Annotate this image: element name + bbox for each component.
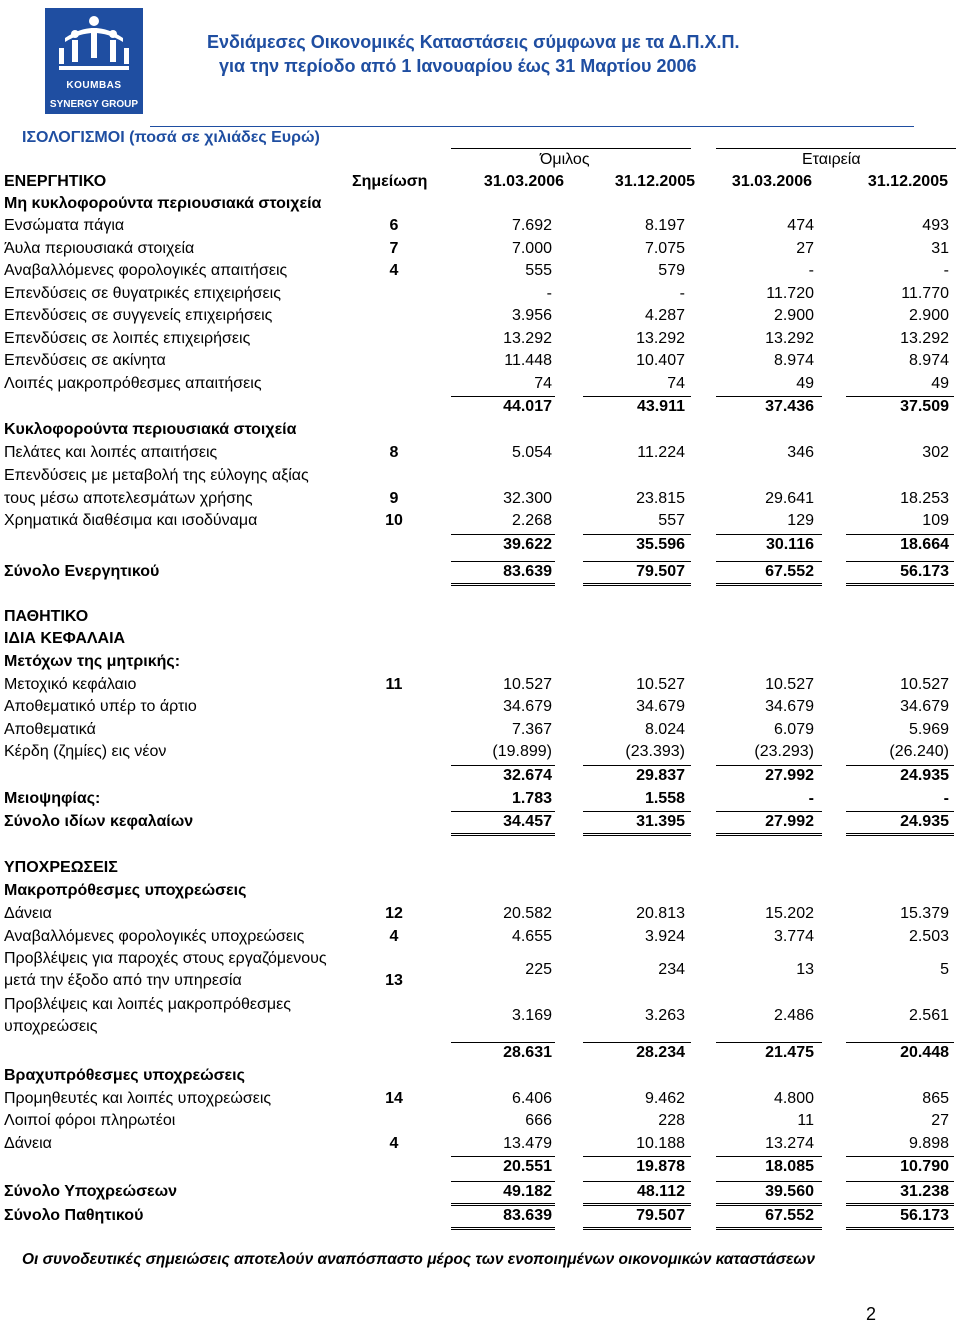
- row-value: 13.292: [765, 330, 814, 347]
- row-value: 74: [534, 375, 552, 392]
- row-label: Επενδύσεις σε θυγατρικές επιχειρήσεις: [4, 285, 281, 302]
- row-value: 11.720: [766, 285, 814, 302]
- group-column-header: Όμιλος: [540, 151, 590, 168]
- date-column-3: 31.03.2006: [731, 173, 812, 190]
- row-label: Προβλέψεις για παροχές στους εργαζόμενους: [4, 950, 327, 967]
- row-value: 1.558: [644, 790, 685, 807]
- header-divider: [150, 126, 914, 127]
- total-rule: [716, 396, 822, 397]
- row-value: 67.552: [765, 1207, 814, 1224]
- row-value: 34.679: [900, 698, 949, 715]
- table-row: [0, 305, 960, 327]
- table-row: [0, 350, 960, 372]
- row-note: 14: [385, 1090, 403, 1107]
- row-value: 10.527: [503, 676, 552, 693]
- row-value: 9.462: [644, 1090, 685, 1107]
- total-rule: [451, 1042, 555, 1043]
- total-rule: [583, 583, 691, 586]
- row-value: 10.790: [900, 1158, 949, 1175]
- table-row: [0, 1181, 960, 1203]
- row-value: 3.169: [511, 1007, 552, 1024]
- row-value: 13.274: [765, 1135, 814, 1152]
- total-rule: [583, 833, 691, 836]
- row-value: 557: [658, 512, 685, 529]
- row-value: 3.263: [644, 1007, 685, 1024]
- row-value: 555: [525, 262, 552, 279]
- row-note: 8: [389, 444, 399, 461]
- table-row: [0, 628, 960, 650]
- total-rule: [716, 1042, 822, 1043]
- column-header-row: [0, 171, 960, 193]
- row-label: Προβλέψεις και λοιπές μακροπρόθεσμες: [4, 996, 291, 1013]
- table-row: [0, 674, 960, 696]
- total-rule: [716, 1181, 822, 1182]
- row-label: τους μέσω αποτελεσμάτων χρήσης: [4, 490, 253, 507]
- row-value: 20.813: [636, 905, 685, 922]
- table-row: [0, 373, 960, 395]
- row-note: 6: [389, 217, 399, 234]
- report-title-line1: Ενδιάμεσες Οικονομικές Καταστάσεις σύμφωνα με τα Δ.Π.Χ.Π.: [207, 32, 740, 52]
- row-label: Επενδύσεις με μεταβολή της εύλογης αξίας: [4, 467, 309, 484]
- total-rule: [451, 765, 555, 766]
- row-value: 28.631: [503, 1044, 552, 1061]
- row-value: (26.240): [889, 743, 949, 760]
- note-column-header: Σημείωση: [352, 173, 428, 190]
- logo-group-text: SYNERGY GROUP: [49, 99, 139, 110]
- total-rule: [846, 811, 954, 812]
- row-value: 129: [787, 512, 814, 529]
- row-label: Μετοχικό κεφάλαιο: [4, 676, 137, 693]
- row-value: 20.448: [900, 1044, 949, 1061]
- row-value: 11: [797, 1112, 814, 1129]
- table-row: [0, 741, 960, 763]
- row-value: 10.527: [636, 676, 685, 693]
- row-value: 49.182: [503, 1183, 552, 1200]
- row-value: 5: [940, 961, 949, 978]
- row-value: 34.679: [765, 698, 814, 715]
- row-value: 13: [796, 961, 814, 978]
- date-column-4: 31.12.2005: [867, 173, 948, 190]
- table-row: [0, 948, 960, 992]
- total-rule: [716, 583, 822, 586]
- table-row: [0, 419, 960, 441]
- total-rule: [846, 534, 954, 535]
- row-value: -: [943, 262, 949, 279]
- row-value: 8.024: [644, 721, 685, 738]
- people-emblem-icon: [45, 8, 143, 80]
- row-value: 39.622: [503, 536, 552, 553]
- row-value: 56.173: [900, 563, 949, 580]
- row-note: 4: [389, 1135, 399, 1152]
- table-row: [0, 719, 960, 741]
- total-rule: [846, 1205, 954, 1206]
- page-number: 2: [866, 1304, 877, 1324]
- row-value: 83.639: [503, 563, 552, 580]
- row-value: 3.956: [511, 307, 552, 324]
- row-value: -: [546, 285, 552, 302]
- total-rule: [846, 833, 954, 836]
- row-value: 6.406: [511, 1090, 552, 1107]
- row-label: Μακροπρόθεσμες υποχρεώσεις: [4, 882, 247, 899]
- row-value: 56.173: [900, 1207, 949, 1224]
- row-value: 18.085: [765, 1158, 814, 1175]
- row-label: ΠΑΘΗΤΙΚΟ: [4, 608, 89, 625]
- row-value: 13.479: [503, 1135, 552, 1152]
- total-rule: [583, 1227, 691, 1230]
- row-label: Βραχυπρόθεσμες υποχρεώσεις: [4, 1067, 245, 1084]
- row-value: 27: [931, 1112, 949, 1129]
- table-row: [0, 260, 960, 282]
- row-value: 48.112: [636, 1183, 685, 1200]
- total-rule: [583, 811, 691, 812]
- row-value: 8.197: [644, 217, 685, 234]
- table-row: [0, 606, 960, 628]
- table-row: [0, 510, 960, 532]
- row-label: Μειοψηφίας:: [4, 790, 101, 807]
- row-label: Προμηθευτές και λοιπές υποχρεώσεις: [4, 1090, 272, 1107]
- row-value: 2.268: [511, 512, 552, 529]
- row-value: 31.395: [636, 813, 685, 830]
- table-row: [0, 442, 960, 464]
- row-value: 11.224: [637, 444, 685, 461]
- row-value: 21.475: [765, 1044, 814, 1061]
- row-label: Άυλα περιουσιακά στοιχεία: [4, 240, 195, 257]
- row-value: 1.783: [511, 790, 552, 807]
- row-label: Αναβαλλόμενες φορολογικές απαιτήσεις: [4, 262, 288, 279]
- row-note: 10: [385, 512, 403, 529]
- row-value: 79.507: [636, 1207, 685, 1224]
- table-row: [0, 283, 960, 305]
- footer-note: Οι συνοδευτικές σημειώσεις αποτελούν αναπόσπαστο μέρος των ενοποιημένων οικονομικών καταστάσεων: [22, 1251, 815, 1268]
- row-label: Αποθεματικό υπέρ το άρτιο: [4, 698, 197, 715]
- row-value: 9.898: [908, 1135, 949, 1152]
- total-rule: [583, 534, 691, 535]
- row-note: 4: [389, 928, 399, 945]
- row-value: (19.899): [492, 743, 552, 760]
- row-value: 2.561: [908, 1007, 949, 1024]
- row-label: ΙΔΙΑ ΚΕΦΑΛΑΙΑ: [4, 630, 126, 647]
- total-rule: [846, 765, 954, 766]
- total-rule: [846, 1042, 954, 1043]
- row-label: Σύνολο Ενεργητικού: [4, 563, 160, 580]
- row-value: 10.407: [636, 352, 685, 369]
- row-value: 302: [922, 444, 949, 461]
- row-value: -: [808, 790, 814, 807]
- table-row: [0, 534, 960, 556]
- row-label: Σύνολο ιδίων κεφαλαίων: [4, 813, 194, 830]
- row-label: Αναβαλλόμενες φορολογικές υποχρεώσεις: [4, 928, 305, 945]
- row-note: 11: [385, 676, 403, 693]
- row-note: 9: [389, 490, 399, 507]
- row-value: 39.560: [765, 1183, 814, 1200]
- total-rule: [846, 583, 954, 586]
- assets-heading: ΕΝΕΡΓΗΤΙΚΟ: [4, 173, 107, 190]
- company-column-header: Εταιρεία: [802, 151, 861, 168]
- row-value: 11.770: [901, 285, 949, 302]
- row-value: 79.507: [636, 563, 685, 580]
- row-value: 228: [658, 1112, 685, 1129]
- table-row: [0, 1110, 960, 1132]
- report-title-line2: για την περίοδο από 1 Ιανουαρίου έως 31 Μαρτίου 2006: [219, 56, 697, 76]
- total-rule: [716, 534, 822, 535]
- total-rule: [583, 396, 691, 397]
- total-rule: [846, 1156, 954, 1157]
- row-value: 4.800: [773, 1090, 814, 1107]
- table-row: [0, 994, 960, 1038]
- table-row: [0, 788, 960, 810]
- table-row: [0, 880, 960, 902]
- row-value: 2.503: [908, 928, 949, 945]
- row-label: Δάνεια: [4, 905, 52, 922]
- row-value: 19.878: [636, 1158, 685, 1175]
- row-value: 35.596: [636, 536, 685, 553]
- row-value: 7.367: [511, 721, 552, 738]
- row-value: 20.551: [503, 1158, 552, 1175]
- row-value: 27: [796, 240, 814, 257]
- row-value: 5.054: [511, 444, 552, 461]
- row-value: 234: [658, 961, 685, 978]
- row-value: 31: [931, 240, 949, 257]
- row-label: ΥΠΟΧΡΕΩΣΕΙΣ: [4, 859, 118, 876]
- row-value: 7.000: [511, 240, 552, 257]
- row-value: 13.292: [900, 330, 949, 347]
- row-value: 474: [787, 217, 814, 234]
- row-label: Λοιποί φόροι πληρωτέοι: [4, 1112, 176, 1129]
- row-note: 12: [385, 905, 403, 922]
- total-rule: [583, 1181, 691, 1182]
- row-value: (23.393): [625, 743, 685, 760]
- row-value: 2.900: [908, 307, 949, 324]
- row-value: 29.641: [765, 490, 814, 507]
- table-row: [0, 193, 960, 215]
- row-value: -: [943, 790, 949, 807]
- table-row: [0, 465, 960, 487]
- total-rule: [451, 1205, 555, 1206]
- row-value: 31.238: [900, 1183, 949, 1200]
- row-value: 8.974: [908, 352, 949, 369]
- table-row: [0, 651, 960, 673]
- row-value: 3.774: [773, 928, 814, 945]
- row-value: 49: [931, 375, 949, 392]
- row-value: 23.815: [636, 490, 685, 507]
- row-value: 7.692: [511, 217, 552, 234]
- row-label: Δάνεια: [4, 1135, 52, 1152]
- row-value: 34.679: [636, 698, 685, 715]
- table-row: [0, 1205, 960, 1227]
- total-rule: [451, 833, 555, 836]
- row-value: 13.292: [636, 330, 685, 347]
- row-value: 225: [525, 961, 552, 978]
- row-value: 666: [525, 1112, 552, 1129]
- row-value: 2.486: [773, 1007, 814, 1024]
- row-label: Χρηματικά διαθέσιμα και ισοδύναμα: [4, 512, 258, 529]
- row-value: 34.457: [503, 813, 552, 830]
- row-value: 27.992: [765, 767, 814, 784]
- row-label: Αποθεματικά: [4, 721, 96, 738]
- row-label: Κυκλοφορούντα περιουσιακά στοιχεία: [4, 421, 297, 438]
- row-value: 44.017: [503, 398, 552, 415]
- total-rule: [583, 1205, 691, 1206]
- table-row: [0, 1042, 960, 1064]
- row-label: Επενδύσεις σε ακίνητα: [4, 352, 166, 369]
- row-value: (23.293): [754, 743, 814, 760]
- table-row: [0, 328, 960, 350]
- table-row: [0, 926, 960, 948]
- row-label-continued: μετά την έξοδο από την υπηρεσία: [4, 972, 242, 989]
- total-rule: [846, 1227, 954, 1230]
- row-value: 74: [667, 375, 685, 392]
- row-label: Λοιπές μακροπρόθεσμες απαιτήσεις: [4, 375, 262, 392]
- row-value: 3.924: [644, 928, 685, 945]
- row-label: Επενδύσεις σε συγγενείς επιχειρήσεις: [4, 307, 273, 324]
- date-column-1: 31.03.2006: [483, 173, 564, 190]
- table-row: [0, 238, 960, 260]
- row-label: Ενσώματα πάγια: [4, 217, 125, 234]
- row-value: 8.974: [773, 352, 814, 369]
- row-value: 18.253: [900, 490, 949, 507]
- row-value: 579: [658, 262, 685, 279]
- row-value: 34.679: [503, 698, 552, 715]
- logo-brand-text: KOUMBAS: [66, 80, 122, 91]
- row-value: 10.527: [765, 676, 814, 693]
- row-value: 15.202: [765, 905, 814, 922]
- table-row: [0, 1088, 960, 1110]
- row-note: 13: [385, 972, 403, 989]
- row-value: 27.992: [765, 813, 814, 830]
- row-value: 4.287: [644, 307, 685, 324]
- row-value: 10.527: [900, 676, 949, 693]
- total-rule: [716, 833, 822, 836]
- table-row: [0, 765, 960, 787]
- row-value: 30.116: [765, 536, 814, 553]
- table-row: [0, 811, 960, 833]
- row-value: 10.188: [636, 1135, 685, 1152]
- row-label: Επενδύσεις σε λοιπές επιχειρήσεις: [4, 330, 251, 347]
- row-value: 24.935: [900, 813, 949, 830]
- row-value: 29.837: [636, 767, 685, 784]
- total-rule: [583, 1042, 691, 1043]
- row-label: Πελάτες και λοιπές απαιτήσεις: [4, 444, 218, 461]
- row-value: 49: [796, 375, 814, 392]
- row-value: 15.379: [900, 905, 949, 922]
- row-value: 37.509: [900, 398, 949, 415]
- company-logo: [45, 8, 143, 114]
- row-value: 493: [922, 217, 949, 234]
- total-rule: [451, 1181, 555, 1182]
- group-header-rule: [451, 148, 691, 149]
- row-label: Μετόχων της μητρικής:: [4, 653, 181, 670]
- total-rule: [451, 583, 555, 586]
- row-value: 32.300: [503, 490, 552, 507]
- row-label-continued: υποχρεώσεις: [4, 1018, 98, 1035]
- row-value: 28.234: [636, 1044, 685, 1061]
- total-rule: [451, 1227, 555, 1230]
- row-value: 37.436: [765, 398, 814, 415]
- row-value: 4.655: [511, 928, 552, 945]
- row-note: 4: [389, 262, 399, 279]
- row-value: 346: [787, 444, 814, 461]
- total-rule: [451, 1156, 555, 1157]
- company-header-rule: [716, 148, 956, 149]
- row-value: 13.292: [503, 330, 552, 347]
- table-row: [0, 488, 960, 510]
- table-row: [0, 561, 960, 583]
- total-rule: [716, 765, 822, 766]
- total-rule: [716, 811, 822, 812]
- row-value: 2.900: [773, 307, 814, 324]
- table-row: [0, 215, 960, 237]
- table-row: [0, 903, 960, 925]
- table-row: [0, 857, 960, 879]
- row-value: -: [808, 262, 814, 279]
- row-value: -: [679, 285, 685, 302]
- row-value: 20.582: [503, 905, 552, 922]
- total-rule: [451, 534, 555, 535]
- row-label: Μη κυκλοφορούντα περιουσιακά στοιχεία: [4, 195, 322, 212]
- total-rule: [716, 1156, 822, 1157]
- date-column-2: 31.12.2005: [614, 173, 695, 190]
- total-rule: [583, 765, 691, 766]
- row-label: Κέρδη (ζημίες) εις νέον: [4, 743, 167, 760]
- table-row: [0, 1133, 960, 1155]
- table-row: [0, 396, 960, 418]
- total-rule: [846, 561, 954, 562]
- total-rule: [716, 1205, 822, 1206]
- row-value: 32.674: [503, 767, 552, 784]
- row-value: 11.448: [504, 352, 552, 369]
- row-value: 5.969: [908, 721, 949, 738]
- total-rule: [583, 1156, 691, 1157]
- row-value: 865: [922, 1090, 949, 1107]
- row-value: 43.911: [636, 398, 685, 415]
- row-value: 18.664: [900, 536, 949, 553]
- total-rule: [451, 396, 555, 397]
- table-row: [0, 1156, 960, 1178]
- row-value: 6.079: [773, 721, 814, 738]
- total-rule: [583, 561, 691, 562]
- total-rule: [846, 396, 954, 397]
- total-rule: [451, 811, 555, 812]
- total-rule: [451, 561, 555, 562]
- row-value: 7.075: [644, 240, 685, 257]
- row-value: 83.639: [503, 1207, 552, 1224]
- table-row: [0, 1065, 960, 1087]
- row-value: 67.552: [765, 563, 814, 580]
- table-row: [0, 696, 960, 718]
- row-label: Σύνολο Υποχρεώσεων: [4, 1183, 178, 1200]
- row-value: 109: [922, 512, 949, 529]
- row-value: 24.935: [900, 767, 949, 784]
- row-label: Σύνολο Παθητικού: [4, 1207, 144, 1224]
- section-title: ΙΣΟΛΟΓΙΣΜΟΙ (ποσά σε χιλιάδες Ευρώ): [22, 129, 320, 146]
- total-rule: [716, 1227, 822, 1230]
- total-rule: [846, 1181, 954, 1182]
- row-note: 7: [389, 240, 399, 257]
- total-rule: [716, 561, 822, 562]
